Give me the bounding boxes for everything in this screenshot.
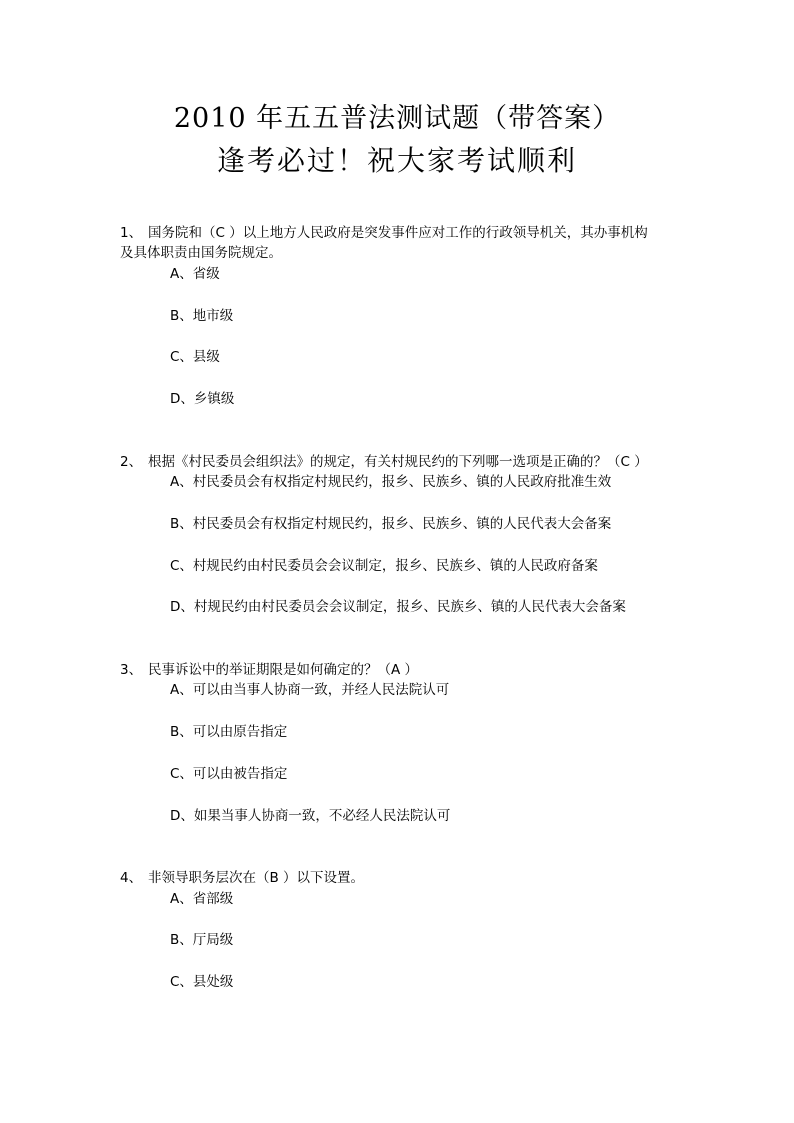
document-subtitle: 逢考必过！祝大家考试顺利 <box>216 144 577 177</box>
question-2-option-c: C、村规民约由村民委员会会议制定，报乡、民族乡、镇的人民政府备案 <box>170 558 598 574</box>
question-text: 非领导职务层次在（B ）以下设置。 <box>148 870 365 886</box>
question-4-option-a: A、省部级 <box>170 891 234 907</box>
question-number: 1、 <box>120 225 143 241</box>
question-1-option-a: A、省级 <box>170 266 220 282</box>
question-1 <box>120 223 648 243</box>
question-number: 4、 <box>120 870 143 886</box>
question-1-continuation: 及具体职责由国务院规定。 <box>120 245 282 261</box>
question-3-option-d: D、如果当事人协商一致，不必经人民法院认可 <box>170 808 451 824</box>
question-4-option-c: C、县处级 <box>170 974 234 990</box>
question-3-option-b: B、可以由原告指定 <box>170 724 288 740</box>
question-2 <box>120 452 648 472</box>
question-1-option-c: C、县级 <box>170 349 220 365</box>
question-4 <box>120 868 364 888</box>
question-2-option-a: A、村民委员会有权指定村规民约，报乡、民族乡、镇的人民政府批准生效 <box>170 474 612 490</box>
question-4-option-b: B、厅局级 <box>170 932 234 948</box>
question-text: 根据《村民委员会组织法》的规定，有关村规民约的下列哪一选项是正确的？（C ） <box>148 454 648 470</box>
question-2-option-d: D、村规民约由村民委员会会议制定，报乡、民族乡、镇的人民代表大会备案 <box>170 599 626 615</box>
question-3-option-a: A、可以由当事人协商一致，并经人民法院认可 <box>170 682 450 698</box>
question-number: 2、 <box>120 454 143 470</box>
question-3 <box>120 660 418 680</box>
question-text: 国务院和（C ）以上地方人民政府是突发事件应对工作的行政领导机关，其办事机构 <box>148 225 648 241</box>
question-2-option-b: B、村民委员会有权指定村规民约，报乡、民族乡、镇的人民代表大会备案 <box>170 516 612 532</box>
document-title: 2010 年五五普法测试题（带答案） <box>173 103 621 134</box>
question-3-option-c: C、可以由被告指定 <box>170 766 288 782</box>
question-1-option-d: D、乡镇级 <box>170 391 235 407</box>
question-number: 3、 <box>120 662 143 678</box>
question-text: 民事诉讼中的举证期限是如何确定的？（A ） <box>148 662 419 678</box>
question-1-option-b: B、地市级 <box>170 308 234 324</box>
